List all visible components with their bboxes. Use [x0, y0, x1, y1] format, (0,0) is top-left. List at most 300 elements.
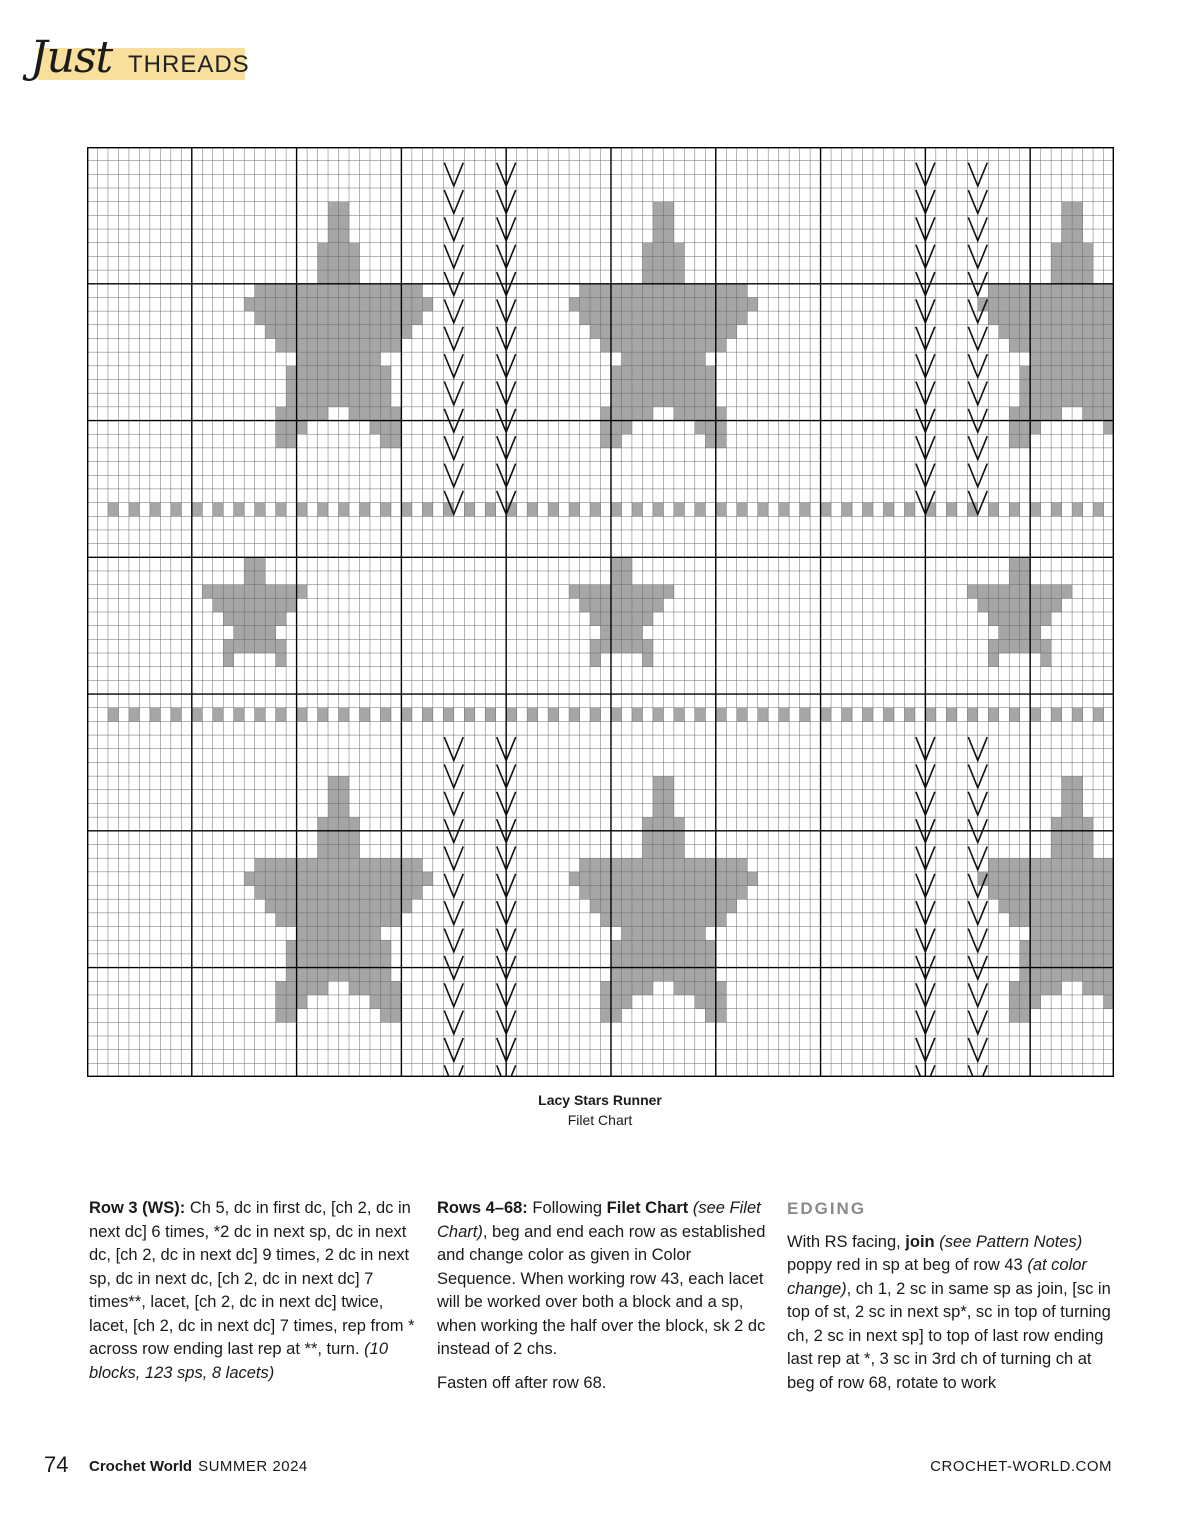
filled-block: [255, 626, 266, 640]
filled-block: [737, 858, 748, 872]
filled-block: [611, 940, 622, 954]
filled-block: [171, 503, 182, 517]
filled-block: [297, 393, 308, 407]
filled-block: [632, 639, 643, 653]
filled-block: [1083, 352, 1094, 366]
filled-block: [716, 913, 727, 927]
filled-block: [276, 284, 287, 298]
filled-block: [297, 940, 308, 954]
filled-block: [999, 598, 1010, 612]
filled-block: [1020, 612, 1031, 626]
filled-block: [632, 626, 643, 640]
filled-block: [339, 968, 350, 982]
filled-block: [779, 708, 790, 722]
filled-block: [695, 421, 706, 435]
filled-block: [695, 338, 706, 352]
filled-block: [318, 708, 329, 722]
filled-block: [1051, 981, 1062, 995]
filled-block: [276, 585, 287, 599]
filled-block: [1051, 243, 1062, 257]
filled-block: [590, 503, 601, 517]
rows-see-chart: (see Filet Chart): [437, 1199, 761, 1241]
filled-block: [359, 338, 370, 352]
filled-block: [611, 325, 622, 339]
filled-block: [674, 858, 685, 872]
filled-block: [1104, 338, 1114, 352]
filled-block: [988, 886, 999, 900]
filled-block: [276, 981, 287, 995]
filled-block: [339, 858, 350, 872]
filled-block: [1093, 352, 1104, 366]
filled-block: [286, 297, 297, 311]
filled-block: [705, 858, 716, 872]
filled-block: [978, 598, 989, 612]
filled-block: [747, 297, 758, 311]
filled-block: [265, 899, 276, 913]
filled-block: [653, 585, 664, 599]
filled-block: [684, 913, 695, 927]
filled-block: [705, 393, 716, 407]
filled-block: [380, 886, 391, 900]
filled-block: [276, 995, 287, 1009]
filled-block: [1104, 872, 1114, 886]
filled-block: [580, 598, 591, 612]
filled-block: [695, 858, 706, 872]
filled-block: [621, 927, 632, 941]
filled-block: [1083, 981, 1094, 995]
filled-block: [716, 858, 727, 872]
filled-block: [621, 899, 632, 913]
filled-block: [642, 954, 653, 968]
filled-block: [1020, 913, 1031, 927]
filled-block: [255, 557, 266, 571]
filled-block: [307, 407, 318, 421]
filled-block: [297, 954, 308, 968]
filled-block: [1083, 913, 1094, 927]
filled-block: [318, 913, 329, 927]
filled-block: [286, 434, 297, 448]
filled-block: [611, 913, 622, 927]
filled-block: [339, 243, 350, 257]
filled-block: [779, 503, 790, 517]
filled-block: [632, 954, 643, 968]
filled-block: [663, 284, 674, 298]
filled-block: [234, 598, 245, 612]
filled-block: [590, 297, 601, 311]
filled-block: [621, 639, 632, 653]
filled-block: [988, 872, 999, 886]
filled-block: [307, 913, 318, 927]
filled-block: [621, 598, 632, 612]
filled-block: [695, 325, 706, 339]
filled-block: [1051, 817, 1062, 831]
filled-block: [653, 256, 664, 270]
filled-block: [1030, 297, 1041, 311]
filled-block: [349, 393, 360, 407]
filled-block: [590, 325, 601, 339]
filled-block: [244, 571, 255, 585]
filled-block: [328, 776, 339, 790]
filled-block: [464, 708, 475, 722]
filled-block: [1020, 284, 1031, 298]
filled-block: [842, 503, 853, 517]
filled-block: [1104, 968, 1114, 982]
filled-block: [412, 284, 423, 298]
filled-block: [244, 639, 255, 653]
filled-block: [1093, 338, 1104, 352]
filled-block: [674, 407, 685, 421]
filled-block: [359, 352, 370, 366]
filled-block: [401, 858, 412, 872]
filled-block: [1041, 407, 1052, 421]
filled-block: [339, 202, 350, 216]
filled-block: [632, 872, 643, 886]
filled-block: [611, 571, 622, 585]
filled-block: [1030, 626, 1041, 640]
filled-block: [621, 954, 632, 968]
text-column-3: [787, 1197, 1117, 1405]
filled-block: [370, 352, 381, 366]
filled-block: [611, 612, 622, 626]
filled-block: [1009, 325, 1020, 339]
filled-block: [265, 872, 276, 886]
filled-block: [359, 380, 370, 394]
filled-block: [695, 886, 706, 900]
filled-block: [1030, 872, 1041, 886]
filled-block: [642, 352, 653, 366]
filled-block: [255, 311, 266, 325]
filled-block: [695, 380, 706, 394]
filled-block: [307, 366, 318, 380]
filled-block: [527, 503, 538, 517]
filled-block: [359, 899, 370, 913]
filled-block: [401, 297, 412, 311]
filled-block: [988, 612, 999, 626]
filled-block: [1020, 571, 1031, 585]
filled-block: [642, 872, 653, 886]
filled-block: [391, 1009, 402, 1023]
filled-block: [1104, 981, 1114, 995]
filled-block: [391, 407, 402, 421]
filled-block: [318, 352, 329, 366]
filled-block: [1020, 626, 1031, 640]
filled-block: [244, 612, 255, 626]
filled-block: [674, 817, 685, 831]
filled-block: [684, 899, 695, 913]
filled-block: [349, 954, 360, 968]
filled-block: [674, 338, 685, 352]
filled-block: [695, 407, 706, 421]
filled-block: [674, 366, 685, 380]
filled-block: [674, 968, 685, 982]
filled-block: [1062, 352, 1073, 366]
filled-block: [318, 311, 329, 325]
rows-text-b: , beg and end each row as established and change color as given in Color Sequence. When working row 43, each lacet will be worked over both a block and a sp, when working the half over the block, sk 2 dc instead of 2 chs.: [437, 1222, 766, 1358]
filled-block: [380, 940, 391, 954]
filled-block: [1041, 585, 1052, 599]
edging-paragraph: [787, 1231, 1117, 1396]
filled-block: [359, 968, 370, 982]
filled-block: [359, 407, 370, 421]
filled-block: [642, 338, 653, 352]
filled-block: [611, 626, 622, 640]
filled-block: [328, 229, 339, 243]
filled-block: [328, 927, 339, 941]
filled-block: [213, 708, 224, 722]
filled-block: [999, 612, 1010, 626]
logo-word-text: THREADS: [128, 51, 250, 78]
filled-block: [642, 366, 653, 380]
filled-block: [1020, 585, 1031, 599]
filled-block: [276, 858, 287, 872]
filled-block: [223, 585, 234, 599]
filled-block: [684, 366, 695, 380]
filled-block: [653, 790, 664, 804]
filled-block: [663, 256, 674, 270]
edging-text-b: poppy red in sp at beg of row 43: [787, 1256, 1028, 1274]
filled-block: [297, 338, 308, 352]
filled-block: [999, 639, 1010, 653]
filled-block: [800, 503, 811, 517]
filled-block: [601, 421, 612, 435]
filled-block: [716, 899, 727, 913]
filled-block: [349, 858, 360, 872]
filled-block: [653, 503, 664, 517]
filled-block: [318, 297, 329, 311]
filled-block: [653, 338, 664, 352]
filled-block: [391, 421, 402, 435]
filled-block: [1062, 845, 1073, 859]
filled-block: [391, 284, 402, 298]
filled-block: [422, 708, 433, 722]
filled-block: [653, 380, 664, 394]
filled-block: [684, 297, 695, 311]
filled-block: [705, 899, 716, 913]
filled-block: [1020, 434, 1031, 448]
filled-block: [213, 598, 224, 612]
filled-block: [684, 311, 695, 325]
filled-block: [1093, 503, 1104, 517]
filled-block: [611, 585, 622, 599]
filled-block: [632, 297, 643, 311]
filled-block: [1009, 571, 1020, 585]
filled-block: [1062, 284, 1073, 298]
filled-block: [1041, 639, 1052, 653]
filled-block: [370, 297, 381, 311]
filled-block: [611, 557, 622, 571]
filled-block: [1104, 407, 1114, 421]
filled-block: [1051, 708, 1062, 722]
filled-block: [1072, 366, 1083, 380]
filled-block: [580, 297, 591, 311]
filled-block: [758, 503, 769, 517]
filled-block: [401, 311, 412, 325]
filled-block: [286, 325, 297, 339]
filled-block: [1020, 954, 1031, 968]
filled-block: [1062, 927, 1073, 941]
filled-block: [695, 927, 706, 941]
filled-block: [339, 229, 350, 243]
filled-block: [601, 338, 612, 352]
filled-block: [380, 338, 391, 352]
filled-block: [1030, 886, 1041, 900]
filled-block: [359, 325, 370, 339]
filled-block: [1072, 708, 1083, 722]
filled-block: [663, 803, 674, 817]
filled-block: [1093, 297, 1104, 311]
filled-block: [265, 612, 276, 626]
filled-block: [380, 297, 391, 311]
filled-block: [621, 858, 632, 872]
filled-block: [318, 845, 329, 859]
filled-block: [967, 708, 978, 722]
filled-block: [601, 325, 612, 339]
filled-block: [611, 407, 622, 421]
filled-block: [1062, 380, 1073, 394]
filled-block: [705, 995, 716, 1009]
filled-block: [684, 352, 695, 366]
filled-block: [349, 913, 360, 927]
filled-block: [621, 585, 632, 599]
filled-block: [663, 338, 674, 352]
filled-block: [1030, 612, 1041, 626]
filled-block: [286, 995, 297, 1009]
filled-block: [569, 297, 580, 311]
filled-block: [150, 503, 161, 517]
filled-block: [1041, 338, 1052, 352]
filled-block: [1072, 270, 1083, 284]
fasten-off-paragraph: Fasten off after row 68.: [437, 1373, 607, 1392]
filled-block: [401, 886, 412, 900]
filled-block: [674, 940, 685, 954]
filled-block: [276, 612, 287, 626]
filled-block: [611, 380, 622, 394]
filled-block: [328, 845, 339, 859]
filled-block: [1030, 366, 1041, 380]
filled-block: [1020, 557, 1031, 571]
filled-block: [674, 270, 685, 284]
filled-block: [370, 366, 381, 380]
filled-block: [1009, 612, 1020, 626]
filled-block: [328, 325, 339, 339]
filled-block: [192, 503, 203, 517]
filled-block: [621, 338, 632, 352]
rows-label: Rows 4–68:: [437, 1199, 528, 1217]
filled-block: [265, 585, 276, 599]
filled-block: [684, 968, 695, 982]
filled-block: [1093, 407, 1104, 421]
filled-block: [1051, 954, 1062, 968]
filled-block: [1072, 243, 1083, 257]
filled-block: [370, 325, 381, 339]
filled-block: [642, 407, 653, 421]
filled-block: [601, 612, 612, 626]
filled-block: [716, 1009, 727, 1023]
filled-block: [1062, 270, 1073, 284]
filled-block: [695, 503, 706, 517]
filled-block: [653, 393, 664, 407]
filled-block: [1062, 790, 1073, 804]
filled-block: [674, 297, 685, 311]
filled-block: [1051, 927, 1062, 941]
filled-block: [297, 585, 308, 599]
filled-block: [244, 598, 255, 612]
filled-block: [1104, 886, 1114, 900]
filled-block: [695, 393, 706, 407]
filled-block: [1030, 380, 1041, 394]
filled-block: [695, 284, 706, 298]
filled-block: [307, 393, 318, 407]
filled-block: [674, 913, 685, 927]
filled-block: [370, 954, 381, 968]
filled-block: [1062, 393, 1073, 407]
filled-block: [349, 407, 360, 421]
filled-block: [716, 503, 727, 517]
filled-block: [349, 817, 360, 831]
magazine-section-logo: [30, 32, 250, 111]
filled-block: [726, 858, 737, 872]
filled-block: [1041, 954, 1052, 968]
filled-block: [1051, 899, 1062, 913]
filled-block: [674, 243, 685, 257]
filled-block: [318, 325, 329, 339]
filled-block: [1051, 503, 1062, 517]
filled-block: [412, 297, 423, 311]
filled-block: [339, 940, 350, 954]
filled-block: [223, 639, 234, 653]
filled-block: [297, 284, 308, 298]
filled-block: [265, 886, 276, 900]
filled-block: [1051, 338, 1062, 352]
filled-block: [1083, 899, 1094, 913]
filled-block: [1072, 256, 1083, 270]
filled-block: [307, 352, 318, 366]
filled-block: [1009, 708, 1020, 722]
filled-block: [988, 598, 999, 612]
filled-block: [1072, 284, 1083, 298]
filled-block: [1062, 817, 1073, 831]
filled-block: [1083, 393, 1094, 407]
filled-block: [339, 817, 350, 831]
filled-block: [286, 913, 297, 927]
filled-block: [1104, 940, 1114, 954]
filled-block: [883, 708, 894, 722]
filled-block: [359, 927, 370, 941]
filled-block: [663, 270, 674, 284]
filled-block: [255, 872, 266, 886]
filled-block: [1030, 913, 1041, 927]
filled-block: [297, 927, 308, 941]
filled-block: [653, 311, 664, 325]
filled-block: [1083, 872, 1094, 886]
row3-label: Row 3 (WS):: [89, 1199, 186, 1217]
filled-block: [349, 872, 360, 886]
filled-block: [1083, 968, 1094, 982]
filled-block: [1030, 940, 1041, 954]
filled-block: [1020, 366, 1031, 380]
filled-block: [380, 968, 391, 982]
filled-block: [1104, 858, 1114, 872]
filled-block: [1041, 380, 1052, 394]
filled-block: [674, 380, 685, 394]
filled-block: [1030, 927, 1041, 941]
filled-block: [370, 940, 381, 954]
filled-block: [1093, 899, 1104, 913]
filled-block: [601, 311, 612, 325]
filled-block: [590, 311, 601, 325]
filled-block: [244, 585, 255, 599]
filled-block: [642, 612, 653, 626]
